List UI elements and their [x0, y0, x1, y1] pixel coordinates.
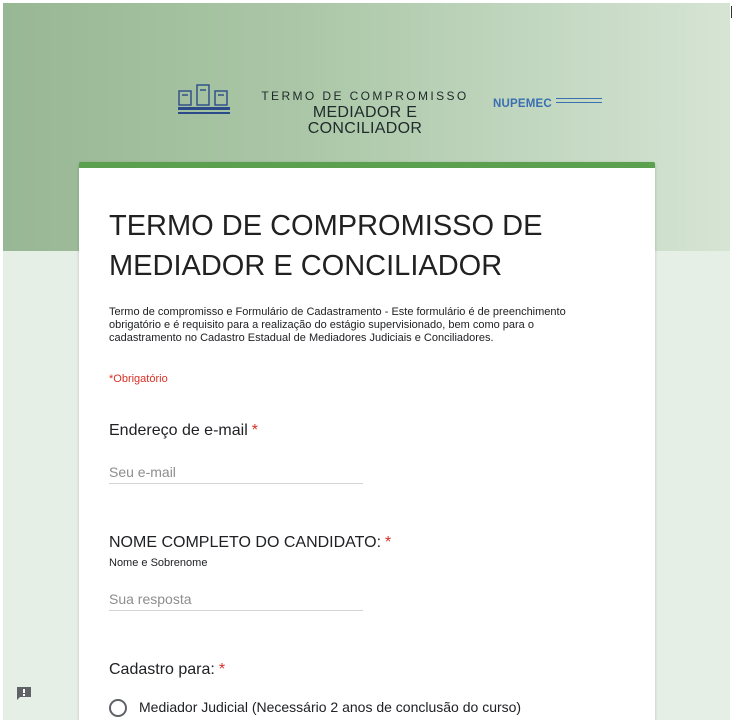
radio-button[interactable]: [109, 699, 127, 717]
email-field[interactable]: [109, 460, 363, 484]
text-cursor: [731, 6, 732, 18]
question-email-title: [109, 422, 258, 440]
question-name-title: [109, 534, 391, 552]
banner-title: [256, 90, 474, 137]
top-border: [0, 0, 733, 3]
question-cadastro-label: Cadastro para:: [109, 661, 215, 678]
name-field[interactable]: [109, 587, 363, 611]
form-description: Termo de compromisso e Formulário de Cadastramento - Este formulário é de preenchimento obrigatório e é requisito para a realização do estágio supervisionado, bem como para o cadastramento no Cadastro Estadual de Mediadores Judiciais e Conciliadores.: [109, 306, 566, 344]
required-note: *Obrigatório: [109, 373, 168, 385]
required-star: *: [218, 661, 226, 678]
poder-judiciario-logo-icon: [176, 82, 234, 118]
left-border: [0, 0, 3, 720]
required-star: *: [385, 534, 392, 551]
question-cadastro-title: [109, 661, 225, 679]
email-input[interactable]: [109, 460, 363, 483]
name-input[interactable]: [109, 587, 363, 610]
radio-option-label: Mediador Judicial (Necessário 2 anos de conclusão do curso): [139, 699, 522, 715]
banner-title-line1: TERMO DE COMPROMISSO: [261, 89, 469, 103]
report-feedback-icon[interactable]: [16, 686, 32, 700]
nupemec-logo-subtext: [556, 95, 602, 103]
nupemec-logo: [493, 94, 552, 110]
nupemec-logo-text: NUPEMEC: [493, 98, 552, 110]
question-name-label: NOME COMPLETO DO CANDIDATO:: [109, 534, 382, 551]
form-title: TERMO DE COMPROMISSO DE MEDIADOR E CONCILIADOR: [109, 210, 543, 282]
required-star: *: [251, 422, 258, 439]
header-banner: [176, 82, 606, 137]
question-email-label: Endereço de e-mail: [109, 422, 248, 439]
banner-title-line2: MEDIADOR E CONCILIADOR: [307, 104, 423, 137]
question-name-subtitle: Nome e Sobrenome: [109, 557, 208, 569]
form-card: [79, 162, 655, 720]
